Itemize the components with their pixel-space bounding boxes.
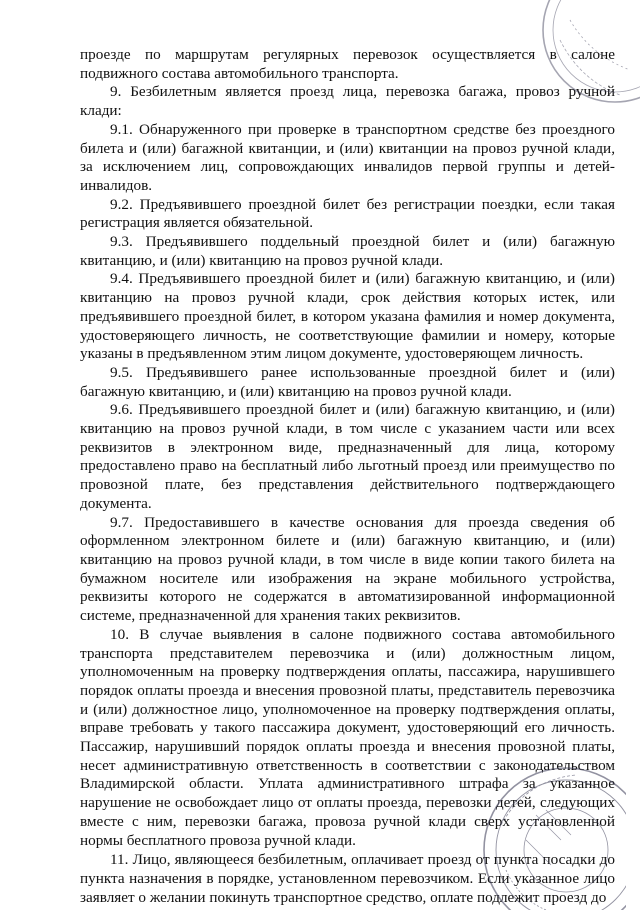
paragraph-9-5: 9.5. Предъявившего ранее использованные проездной билет и (или) багажную квитанцию, и (или) квитанцию на провоз ручной клади. xyxy=(80,363,615,400)
paragraph-9-3: 9.3. Предъявившего поддельный проездной билет и (или) багажную квитанцию, и (или) квитанцию на провоз ручной клади. xyxy=(80,233,615,269)
paragraph-9-7: 9.7. Предоставившего в качестве основания для проезда сведения об оформленном электронном билете и (или) багажную квитанцию, и (или) квитанцию на провоз ручной клади, в том числе в виде копии такого билета на бумажном носителе или изображения на экране мобильного устройства, реквизиты которого не содержатся в автоматизированной информационной системе, предназначенной для хранения таких реквизитов. xyxy=(80,513,615,625)
paragraph-11: 11. Лицо, являющееся безбилетным, оплачивает проезд от пункта посадки до пункта назначения в порядке, установленном перевозчиком. Если указанное лицо заявляет о желании покинуть транспортное средство, оплате подлежит проезд до xyxy=(80,851,615,906)
stamp-seal-top xyxy=(520,0,640,130)
paragraph-9-1: 9.1. Обнаруженного при проверке в транспортном средстве без проездного билета и (или) багажной квитанции, и (или) квитанции на провоз ручной клади, за исключением лиц, сопровождающих инвалидов первой группы и детей-инвалидов. xyxy=(80,120,615,194)
stamp-seal xyxy=(466,750,626,910)
paragraph-9-2: 9.2. Предъявившего проездной билет без регистрации поездки, если такая регистрация является обязательной. xyxy=(80,195,615,232)
paragraph-10: 10. В случае выявления в салоне подвижного состава автомобильного транспорта представителем перевозчика и (или) должностным лицом, уполномоченным на проверку подтверждения оплаты, пассажира, нарушившего порядок оплаты проезда и внесения провозной платы, представитель перевозчика и (или) должностное лицо, уполномоченное на проверку подтверждения оплаты, вправе требовать у такого пассажира документ, удостоверяющий его личность. Пассажир, нарушивший порядок оплаты проезда и внесения провозной платы, несет административную ответственность в соответствии с законодательством Владимирской области. Уплата административного штрафа за указанное нарушение не освобождает лицо от оплаты проезда, перевозки детей, следующих вместе с ним, перевозки багажа, провоза ручной клади сверх установленной нормы бесплатного провоза ручной клади. xyxy=(80,625,615,849)
paragraph-continuation: проезде по маршрутам регулярных перевозок осуществляется в салоне подвижного состава автомобильного транспорта. xyxy=(80,46,615,82)
paragraph-9-6: 9.6. Предъявившего проездной билет и (или) багажную квитанцию, и (или) квитанцию на провоз ручной клади, в том числе с указанием части или всех реквизитов в электронном виде, предназначенный для лица, которому предоставлено право на бесплатный либо льготный проезд или преимущество по провозной плате, без представления действительного подтверждающего документа. xyxy=(80,401,615,512)
paragraph-9: 9. Безбилетным является проезд лица, перевозка багажа, провоз ручной клади: xyxy=(80,83,615,120)
paragraph-9-4: 9.4. Предъявившего проездной билет и (или) багажную квитанцию, и (или) квитанцию на провоз ручной клади, срок действия которых истек, или предъявившего проездной билет, в котором указана фамилия и номер документа, удостоверяющего личность, не соответствующие фамилии и номеру, которые указаны в предъявленном этим лицом документе, удостоверяющем личность. xyxy=(80,270,615,363)
